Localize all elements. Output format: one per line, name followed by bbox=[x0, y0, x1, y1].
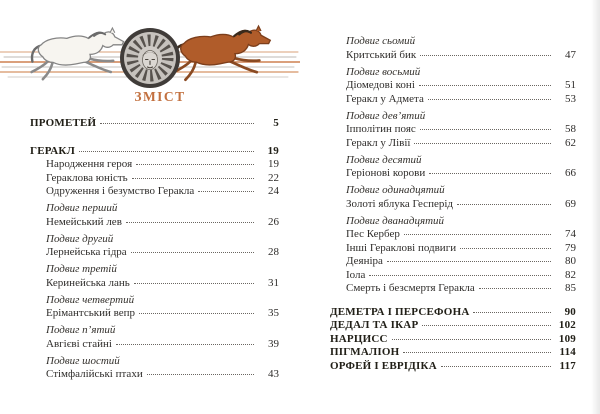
page-edge-shadow bbox=[591, 0, 600, 414]
dotted-leader bbox=[131, 252, 254, 253]
toc-page-number: 114 bbox=[559, 346, 576, 358]
toc-page-number: 85 bbox=[565, 282, 576, 294]
dotted-leader bbox=[429, 173, 551, 174]
toc-feat-label-row bbox=[330, 154, 576, 168]
toc-entry-row bbox=[30, 277, 279, 291]
toc-entry-row bbox=[30, 216, 279, 230]
toc-page-number: 19 bbox=[268, 158, 279, 170]
toc-entry-title: ПРОМЕТЕЙ bbox=[30, 117, 97, 129]
dotted-leader bbox=[460, 248, 551, 249]
toc-entry-row bbox=[330, 319, 576, 333]
dotted-leader bbox=[147, 374, 254, 375]
toc-entry-title: Смерть і безсмертя Геракла bbox=[346, 282, 475, 294]
dotted-leader bbox=[422, 325, 551, 326]
dotted-leader bbox=[79, 151, 254, 152]
toc-feat-label-row bbox=[330, 215, 576, 229]
toc-page-number: 74 bbox=[565, 228, 576, 240]
dotted-leader bbox=[420, 55, 551, 56]
toc-entry-row bbox=[30, 158, 279, 172]
toc-feat-label-row bbox=[330, 35, 576, 49]
toc-page-number: 5 bbox=[273, 117, 279, 129]
dotted-leader bbox=[420, 129, 551, 130]
toc-entry-title: Подвиг одинадцятий bbox=[346, 184, 445, 196]
page-title: ЗМІСТ bbox=[134, 89, 186, 104]
sun-face-medallion-icon bbox=[120, 28, 180, 88]
toc-feat-label-row bbox=[30, 324, 279, 338]
toc-entry-row bbox=[30, 338, 279, 352]
dotted-leader bbox=[369, 275, 551, 276]
toc-entry-row bbox=[330, 198, 576, 212]
toc-page-number: 28 bbox=[268, 246, 279, 258]
dotted-leader bbox=[116, 344, 254, 345]
toc-entry-title: Авгієві стайні bbox=[46, 337, 112, 350]
toc-entry-row bbox=[330, 167, 576, 181]
toc-entry-title: Критський бик bbox=[346, 48, 417, 61]
toc-page-number: 82 bbox=[565, 268, 576, 281]
dotted-leader bbox=[457, 204, 551, 205]
toc-entry-row bbox=[330, 269, 576, 283]
toc-entry-row bbox=[330, 79, 576, 93]
dotted-leader bbox=[139, 313, 254, 314]
toc-entry-title: Подвиг дванадцятий bbox=[346, 214, 445, 227]
toc-entry-title: Ерімантський вепр bbox=[46, 307, 136, 319]
toc-entry-row bbox=[330, 123, 576, 137]
toc-entry-title: Подвиг дев’ятий bbox=[346, 109, 426, 122]
toc-page-number: 79 bbox=[565, 241, 576, 254]
toc-entry-row bbox=[30, 185, 279, 199]
toc-entry-title: Діомедові коні bbox=[346, 79, 415, 91]
toc-entry-title: Геракл у Лівії bbox=[346, 136, 411, 149]
toc-entry-title: Одруження і безумство Геракла bbox=[46, 185, 195, 197]
dotted-leader bbox=[428, 99, 551, 100]
dotted-leader bbox=[414, 143, 551, 144]
toc-entry-row bbox=[330, 306, 576, 320]
toc-entry-row bbox=[330, 242, 576, 256]
header-illustration bbox=[0, 22, 300, 94]
toc-entry-row bbox=[330, 255, 576, 269]
toc-feat-label-row bbox=[330, 110, 576, 124]
toc-page-number: 31 bbox=[268, 276, 279, 289]
toc-entry-row bbox=[330, 333, 576, 347]
toc-entry-title: Подвиг перший bbox=[46, 202, 118, 214]
toc-entry-title: Подвиг сьомий bbox=[346, 35, 416, 47]
toc-entry-title: Подвиг десятий bbox=[346, 153, 422, 166]
toc-entry-row bbox=[30, 368, 279, 382]
toc-page-number: 24 bbox=[268, 185, 279, 197]
dotted-leader bbox=[479, 288, 551, 289]
dotted-leader bbox=[100, 123, 254, 124]
toc-feat-label-row bbox=[30, 294, 279, 308]
dotted-leader bbox=[132, 178, 254, 179]
dotted-leader bbox=[134, 283, 254, 284]
toc-page-number: 62 bbox=[565, 136, 576, 149]
toc-entry-title: Подвиг четвертий bbox=[46, 293, 135, 306]
dotted-leader bbox=[136, 164, 254, 165]
toc-right-column bbox=[330, 35, 576, 373]
toc-entry-title: Іпполітин пояс bbox=[346, 123, 416, 135]
toc-entry-title: Лернейська гідра bbox=[46, 246, 127, 258]
toc-entry-row bbox=[30, 145, 279, 159]
toc-entry-title: ПІГМАЛІОН bbox=[330, 346, 400, 358]
dotted-leader bbox=[403, 352, 551, 353]
toc-page-number: 90 bbox=[564, 305, 576, 318]
toc-page-number: 53 bbox=[565, 92, 576, 105]
dotted-leader bbox=[473, 312, 551, 313]
dotted-leader bbox=[441, 366, 551, 367]
toc-page-number: 22 bbox=[268, 171, 279, 184]
toc-entry-title: Інші Гераклові подвиги bbox=[346, 241, 457, 254]
toc-entry-title: Геріонові корови bbox=[346, 167, 426, 179]
toc-page-number: 26 bbox=[268, 215, 279, 228]
toc-entry-row bbox=[330, 282, 576, 296]
toc-feat-label-row bbox=[30, 355, 279, 369]
toc-entry-title: Подвиг восьмий bbox=[346, 65, 421, 78]
toc-entry-title: Стімфалійські птахи bbox=[46, 368, 143, 380]
toc-left-column bbox=[30, 117, 279, 382]
toc-feat-label-row bbox=[30, 233, 279, 247]
toc-entry-title: Народження героя bbox=[46, 158, 133, 170]
toc-entry-title: Іола bbox=[346, 268, 366, 281]
toc-page-number: 47 bbox=[565, 48, 576, 61]
toc-page-number: 102 bbox=[558, 319, 576, 331]
toc-entry-row bbox=[330, 93, 576, 107]
toc-entry-title: Геракл у Адмета bbox=[346, 92, 424, 105]
toc-entry-row bbox=[30, 246, 279, 260]
toc-entry-row bbox=[30, 172, 279, 186]
toc-feat-label-row bbox=[330, 184, 576, 198]
toc-feat-label-row bbox=[30, 263, 279, 277]
toc-entry-title: НАРЦИСС bbox=[330, 332, 388, 345]
toc-page-number: 109 bbox=[558, 332, 576, 345]
toc-entry-row bbox=[30, 117, 279, 131]
toc-page-number: 58 bbox=[565, 123, 576, 135]
toc-entry-row bbox=[330, 137, 576, 151]
toc-page-number: 80 bbox=[565, 255, 576, 267]
toc-entry-title: Гераклова юність bbox=[46, 171, 128, 184]
toc-entry-title: Пес Кербер bbox=[346, 228, 400, 240]
toc-page-number: 19 bbox=[267, 144, 279, 157]
toc-entry-title: Подвиг шостий bbox=[46, 354, 120, 367]
toc-entry-title: Немейський лев bbox=[46, 215, 122, 228]
toc-entry-row bbox=[330, 228, 576, 242]
toc-entry-row bbox=[30, 307, 279, 321]
toc-page-number: 39 bbox=[268, 337, 279, 350]
toc-entry-title: Подвиг п’ятий bbox=[46, 324, 116, 336]
toc-entry-row bbox=[330, 346, 576, 360]
toc-entry-title: ДЕМЕТРА І ПЕРСЕФОНА bbox=[330, 305, 470, 318]
toc-entry-title: ГЕРАКЛ bbox=[30, 144, 75, 157]
toc-page-number: 69 bbox=[565, 197, 576, 210]
toc-page-number: 66 bbox=[565, 167, 576, 179]
toc-entry-title: ДЕДАЛ ТА ІКАР bbox=[330, 319, 419, 331]
dotted-leader bbox=[392, 339, 551, 340]
toc-entry-row bbox=[330, 360, 576, 374]
toc-entry-row bbox=[330, 49, 576, 63]
toc-page-number: 43 bbox=[268, 368, 279, 380]
dotted-leader bbox=[387, 261, 551, 262]
toc-feat-label-row bbox=[30, 202, 279, 216]
toc-entry-title: Керинейська лань bbox=[46, 276, 130, 289]
dotted-leader bbox=[419, 85, 551, 86]
toc-page-number: 117 bbox=[559, 359, 576, 372]
toc-entry-title: Подвиг третій bbox=[46, 263, 117, 275]
toc-page-number: 35 bbox=[268, 307, 279, 319]
dotted-leader bbox=[198, 191, 254, 192]
dotted-leader bbox=[126, 222, 254, 223]
toc-page-number: 51 bbox=[565, 79, 576, 91]
toc-entry-title: ОРФЕЙ І ЕВРІДІКА bbox=[330, 359, 437, 372]
toc-entry-title: Золоті яблука Гесперід bbox=[346, 197, 453, 210]
toc-feat-label-row bbox=[330, 66, 576, 80]
dotted-leader bbox=[404, 234, 551, 235]
toc-entry-title: Деяніра bbox=[346, 255, 383, 267]
toc-entry-title: Подвиг другий bbox=[46, 232, 114, 245]
